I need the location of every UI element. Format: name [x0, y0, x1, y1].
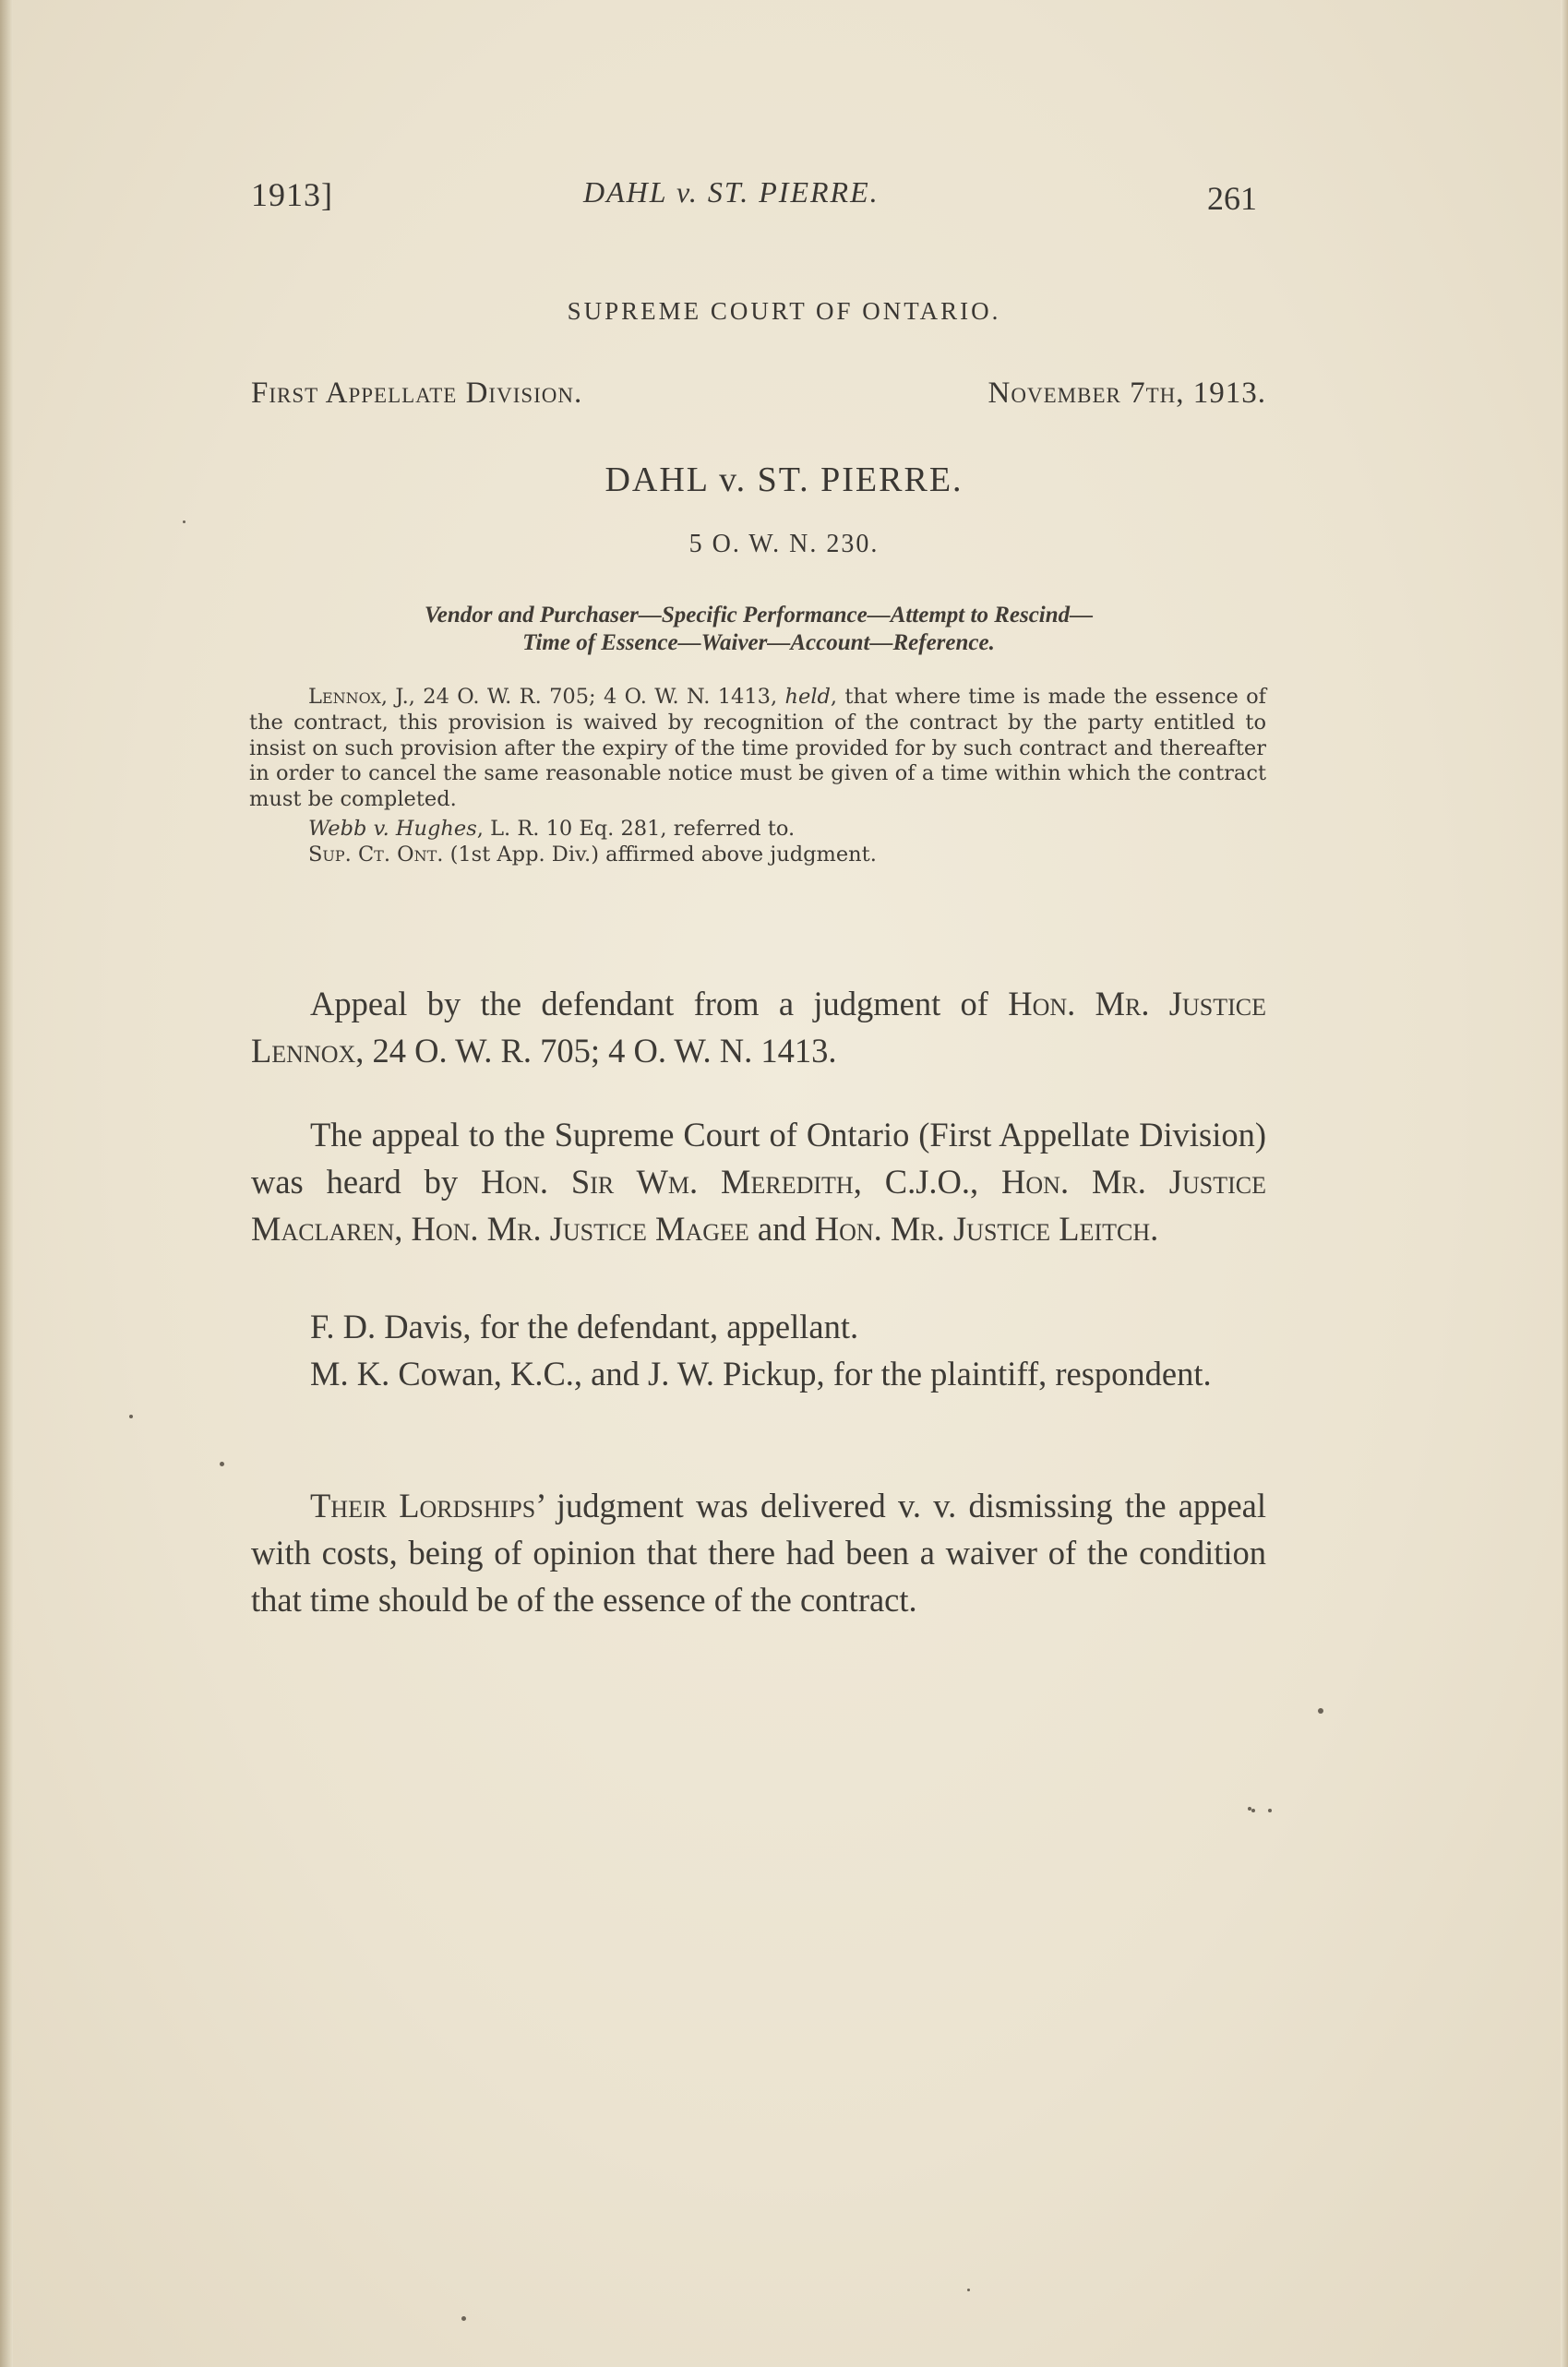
division-line [251, 377, 1266, 423]
page-edge-left [0, 0, 13, 2367]
paper-speck [183, 520, 186, 523]
hearing-sep-3: and [748, 1210, 815, 1248]
judgment-lordships: Their Lordships [310, 1487, 536, 1524]
appeal-text: Appeal by the defendant from a judgment of [310, 985, 1009, 1022]
paper-speck [1268, 1809, 1272, 1812]
appeal-citation: , 24 O. W. R. 705; 4 O. W. N. 1413. [355, 1032, 837, 1070]
paper-speck [967, 2289, 970, 2291]
hearing-sep-1: , C.J.O., [853, 1163, 1002, 1201]
judge-leitch: Hon. Mr. Justice Leitch [814, 1210, 1151, 1248]
hearing-sep-2: , [394, 1210, 412, 1248]
headnote-text: , that where time is made the essence of the contract, this provision is waived by recognition of the contract by the party entitled to insist on such provision after the expiry of the time provided for by such contract and thereafter in order to cancel the same reasonable notice must be given of a time within which the contract must be completed. [249, 685, 1267, 812]
headnote-holding [249, 685, 1266, 813]
paragraph-appeal [251, 980, 1266, 1074]
case-citation: 5 O. W. N. 230. [688, 530, 880, 558]
paper-speck [1251, 1809, 1255, 1812]
division-name: First Appellate Division. [251, 377, 583, 410]
page-number: 261 [1207, 180, 1257, 217]
headnote-disposition [249, 843, 1266, 868]
disposition-court: Sup. Ct. Ont. [308, 842, 444, 867]
headnote-reference [249, 817, 1266, 843]
case-title: DAHL v. ST. PIERRE. [604, 460, 964, 499]
hearing-end: . [1150, 1210, 1159, 1248]
paragraph-counsel-appellant [251, 1303, 1266, 1350]
headnote-held: held [784, 685, 831, 709]
catchwords-line-2: Time of Essence—Waiver—Account—Reference. [522, 630, 995, 655]
paper-speck [1318, 1708, 1323, 1714]
reference-text: , L. R. 10 Eq. 281, referred to. [476, 816, 796, 841]
judge-maclaren: Hon. Mr. Justice Maclaren [251, 1163, 1266, 1248]
catchwords [251, 602, 1266, 657]
paragraph-hearing [251, 1111, 1266, 1252]
decision-date: November 7th, 1913. [987, 377, 1266, 410]
paper-speck [220, 1462, 224, 1466]
judge-magee: Hon. Mr. Justice Magee [411, 1210, 749, 1248]
hearing-text: The appeal to the Supreme Court of Ontario (First Appellate Division) was heard by [251, 1116, 1266, 1201]
judgment-text: ’ judgment was delivered v. v. dismissing the appeal with costs, being of opinion that there had been a waiver of the condition that time should be of the essence of the contract. [251, 1487, 1266, 1619]
paragraph-judgment [251, 1482, 1266, 1623]
counsel-appellant: F. D. Davis, for the defendant, appellant. [310, 1308, 859, 1345]
paragraph-counsel-respondent [251, 1350, 1266, 1397]
counsel-respondent: M. K. Cowan, K.C., and J. W. Pickup, for the plaintiff, respondent. [310, 1355, 1212, 1393]
appeal-judge: Hon. Mr. Justice Lennox [251, 985, 1266, 1070]
judge-meredith: Hon. Sir Wm. Meredith [481, 1163, 854, 1201]
reference-case: Webb v. Hughes [308, 816, 477, 841]
court-name: SUPREME COURT OF ONTARIO. [567, 297, 1001, 325]
disposition-text: (1st App. Div.) affirmed above judgment. [443, 842, 877, 867]
headnote [249, 685, 1266, 868]
headnote-citation: , 24 O. W. R. 705; 4 O. W. N. 1413, [408, 685, 785, 709]
running-head-case: DAHL v. ST. PIERRE. [583, 175, 880, 209]
running-head-year: 1913] [251, 176, 333, 213]
catchwords-line-1: Vendor and Purchaser—Specific Performance—Attempt to Rescind— [424, 603, 1094, 628]
running-head [251, 170, 1266, 225]
paper-speck [461, 2316, 466, 2321]
headnote-judge: Lennox, J. [308, 685, 409, 709]
paper-speck [129, 1415, 133, 1418]
page-edge-right [1561, 0, 1568, 2367]
